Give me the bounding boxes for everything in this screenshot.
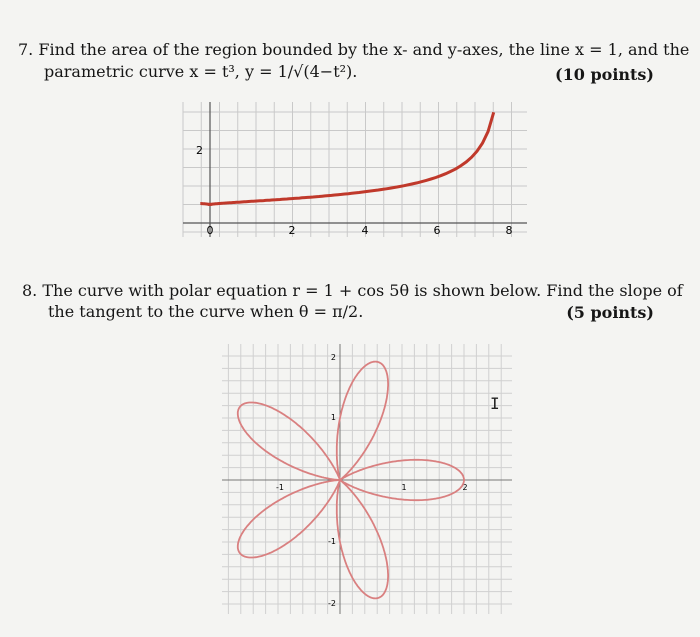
problem7-xtick-0: 0 xyxy=(206,224,214,237)
problem8-ytick-neg2: -2 xyxy=(328,599,336,608)
problem8-xtick-2: 2 xyxy=(462,483,468,492)
problem7-points: (10 points) xyxy=(555,65,654,84)
problem7-xtick-6: 6 xyxy=(433,224,441,237)
problem8-ytick-neg1: -1 xyxy=(328,537,336,546)
problem8-graph xyxy=(222,344,512,614)
problem8-ytick-2: 2 xyxy=(330,353,336,362)
problem7-graph xyxy=(175,102,535,237)
problem7-line2: parametric curve x = t³, y = 1/√(4−t²). xyxy=(44,62,358,81)
problem8-ytick-1: 1 xyxy=(330,413,336,422)
problem8-xtick-1: 1 xyxy=(401,483,407,492)
problem8-line2: the tangent to the curve when θ = π/2. xyxy=(48,302,364,321)
problem7-xtick-4: 4 xyxy=(361,224,369,237)
problem7-xtick-8: 8 xyxy=(505,224,513,237)
problem7-ytick-2: 2 xyxy=(196,144,203,157)
problem8-line1: 8. The curve with polar equation r = 1 + cos 5θ is shown below. Find the slope of xyxy=(22,281,683,300)
text-cursor-icon: I xyxy=(490,394,500,413)
problem7-line1: 7. Find the area of the region bounded by the x- and y-axes, the line x = 1, and the xyxy=(18,40,690,59)
problem8-xtick-neg1: -1 xyxy=(276,483,284,492)
problem7-xtick-2: 2 xyxy=(288,224,296,237)
problem8-points: (5 points) xyxy=(566,303,654,322)
